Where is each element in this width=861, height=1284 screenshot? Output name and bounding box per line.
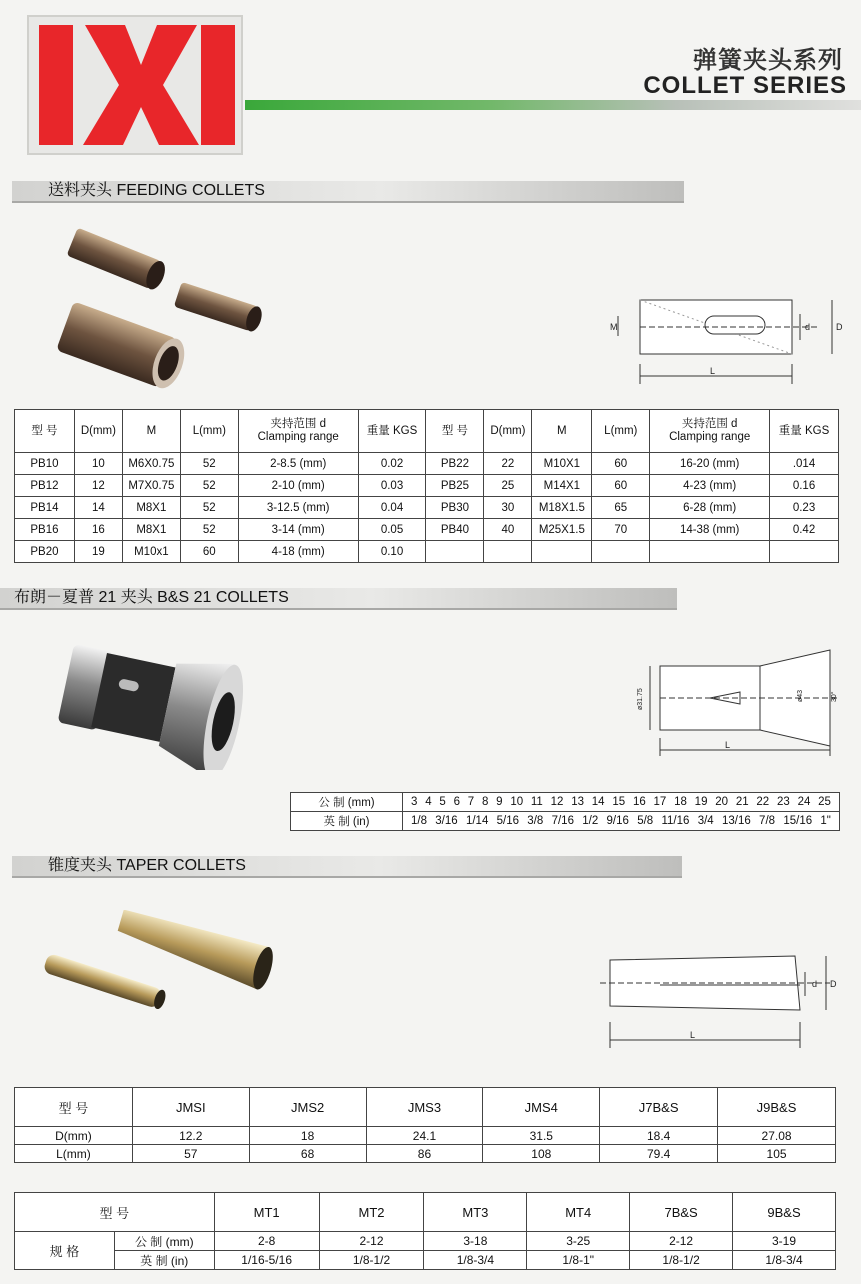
header-cell: 型 号 <box>426 410 484 453</box>
metric-cell: 2-12 <box>319 1232 424 1251</box>
table-cell: PB10 <box>15 453 75 475</box>
inch-label: 英 制 (in) <box>114 1251 214 1270</box>
table-cell: 4-18 (mm) <box>238 541 358 563</box>
table-cell: 52 <box>180 519 238 541</box>
feeding-collets-photo <box>50 220 280 395</box>
diagram-label-right-dia: ø43 <box>797 689 804 702</box>
table-cell: 12.2 <box>132 1127 249 1145</box>
table-cell: 0.02 <box>358 453 426 475</box>
diagram-label-m: M <box>610 322 618 332</box>
table-row <box>15 475 839 497</box>
table-cell: PB16 <box>15 519 75 541</box>
diagram-label-l: L <box>710 366 716 376</box>
table-cell <box>484 541 532 563</box>
inch-values <box>411 815 839 827</box>
inch-value: 5/16 <box>496 815 520 827</box>
header-title-en: COLLET SERIES <box>643 72 847 99</box>
table-header-row <box>15 1193 836 1232</box>
section-taper-title: 锥度夹头 TAPER COLLETS <box>12 856 682 878</box>
table-cell <box>650 541 770 563</box>
header-cell: M <box>122 410 180 453</box>
inch-value: 1/2 <box>582 815 599 827</box>
bs21-collet-diagram <box>630 648 850 758</box>
table-cell: 52 <box>180 475 238 497</box>
metric-cell: 2-8 <box>214 1232 319 1251</box>
metric-value: 8 <box>481 796 489 808</box>
bs21-collet-photo <box>55 640 245 770</box>
metric-label: 公 制 (mm) <box>291 793 403 812</box>
table-row <box>291 793 840 812</box>
metric-value: 24 <box>797 796 811 808</box>
table-row <box>15 453 839 475</box>
table-cell: 79.4 <box>600 1145 718 1163</box>
table-header-row <box>15 1088 836 1127</box>
metric-value: 4 <box>425 796 432 808</box>
metric-value: 6 <box>453 796 460 808</box>
table-cell: M10x1 <box>122 541 180 563</box>
metric-value: 5 <box>439 796 446 808</box>
metric-values-cell <box>403 793 840 812</box>
table-cell <box>426 541 484 563</box>
table-cell: 18.4 <box>600 1127 718 1145</box>
table-cell: M25X1.5 <box>532 519 592 541</box>
inch-value: 7/16 <box>551 815 574 827</box>
metric-value: 7 <box>467 796 475 808</box>
metric-value: 17 <box>653 796 667 808</box>
table-cell: 16-20 (mm) <box>650 453 770 475</box>
table-cell <box>532 541 592 563</box>
table-cell: 0.04 <box>358 497 426 519</box>
table-cell: 0.05 <box>358 519 426 541</box>
table-cell: 60 <box>180 541 238 563</box>
header-cell: D(mm) <box>484 410 532 453</box>
header-cell: L(mm) <box>592 410 650 453</box>
metric-label: 公 制 (mm) <box>114 1232 214 1251</box>
section-bs21-title: 布朗－夏普 21 夹头 B&S 21 COLLETS <box>0 588 677 610</box>
table-cell: 24.1 <box>366 1127 483 1145</box>
inch-value: 13/16 <box>721 815 751 827</box>
metric-value: 13 <box>571 796 584 808</box>
header-cell: JMSI <box>132 1088 249 1127</box>
diagram-label-l: L <box>725 740 731 750</box>
inch-cell: 1/8-1" <box>527 1251 630 1270</box>
spec-label: 规 格 <box>15 1232 115 1270</box>
header-cell: 重量 KGS <box>358 410 426 453</box>
header-cell: L(mm) <box>180 410 238 453</box>
inch-value: 1" <box>820 815 831 827</box>
table-cell: 16 <box>74 519 122 541</box>
diagram-label-big-d: D <box>830 979 837 989</box>
header-cell: JMS4 <box>483 1088 600 1127</box>
header-cell <box>238 410 358 453</box>
table-cell: 31.5 <box>483 1127 600 1145</box>
metric-values <box>411 796 839 808</box>
metric-cell: 3-18 <box>424 1232 527 1251</box>
table-cell: 65 <box>592 497 650 519</box>
table-cell: M10X1 <box>532 453 592 475</box>
metric-cell: 3-25 <box>527 1232 630 1251</box>
table-cell: 0.42 <box>770 519 839 541</box>
inch-cell: 1/8-3/4 <box>424 1251 527 1270</box>
metric-value: 10 <box>510 796 524 808</box>
table-row <box>15 497 839 519</box>
diagram-label-big-d: D <box>836 322 843 332</box>
table-cell: 0.16 <box>770 475 839 497</box>
table-cell: M18X1.5 <box>532 497 592 519</box>
table-row <box>15 519 839 541</box>
model-cell: MT1 <box>214 1193 319 1232</box>
metric-cell: 3-19 <box>733 1232 836 1251</box>
model-cell: MT3 <box>424 1193 527 1232</box>
diagram-label-left-dia: ø31.75 <box>637 688 644 710</box>
inch-value: 9/16 <box>606 815 629 827</box>
table-cell: M8X1 <box>122 519 180 541</box>
table-cell: .014 <box>770 453 839 475</box>
diagram-label-small-d: d <box>812 979 818 989</box>
table-cell: 0.03 <box>358 475 426 497</box>
table-cell: 10 <box>74 453 122 475</box>
inch-cell: 1/8-1/2 <box>319 1251 424 1270</box>
inch-values-cell <box>403 812 840 831</box>
diagram-label-small-d: d <box>805 322 811 332</box>
table-cell: 70 <box>592 519 650 541</box>
table-cell: 4-23 (mm) <box>650 475 770 497</box>
inch-value: 7/8 <box>759 815 776 827</box>
header-cell: JMS2 <box>249 1088 366 1127</box>
model-cell: MT2 <box>319 1193 424 1232</box>
metric-value: 18 <box>674 796 687 808</box>
table-cell: 27.08 <box>718 1127 836 1145</box>
table-cell: 18 <box>249 1127 366 1145</box>
metric-value: 11 <box>530 796 543 808</box>
table-cell: 0.23 <box>770 497 839 519</box>
header-line-en: Clamping range <box>669 431 751 443</box>
inch-label: 英 制 (in) <box>291 812 403 831</box>
table-cell: 105 <box>718 1145 836 1163</box>
feeding-collet-diagram <box>600 292 850 387</box>
table-cell: 6-28 (mm) <box>650 497 770 519</box>
metric-value: 19 <box>694 796 708 808</box>
header-cell: 重量 KGS <box>770 410 839 453</box>
inch-value: 1/14 <box>465 815 489 827</box>
header-cell: J9B&S <box>718 1088 836 1127</box>
table-cell: 60 <box>592 475 650 497</box>
inch-value: 5/8 <box>637 815 654 827</box>
brand-logo <box>27 15 243 155</box>
taper-mt-table <box>14 1192 836 1270</box>
metric-cell: 2-12 <box>630 1232 733 1251</box>
metric-value: 23 <box>776 796 790 808</box>
header-rule <box>245 100 861 110</box>
table-cell: 0.10 <box>358 541 426 563</box>
table-cell: 40 <box>484 519 532 541</box>
inch-value: 3/8 <box>527 815 544 827</box>
table-header-row <box>15 410 839 453</box>
table-row <box>15 541 839 563</box>
bs21-size-table <box>290 792 840 831</box>
header-cell: D(mm) <box>74 410 122 453</box>
header-cell: JMS3 <box>366 1088 483 1127</box>
taper-collets-photo <box>35 910 280 1020</box>
header-title-cn: 弹簧夹头系列 <box>693 47 843 74</box>
table-cell: PB30 <box>426 497 484 519</box>
metric-value: 15 <box>612 796 626 808</box>
table-cell: M8X1 <box>122 497 180 519</box>
model-label: 型 号 <box>15 1193 215 1232</box>
table-row <box>15 1127 836 1145</box>
metric-value: 12 <box>550 796 564 808</box>
header-line-cn: 夹持范围 d <box>681 418 738 430</box>
table-cell: M14X1 <box>532 475 592 497</box>
table-cell: L(mm) <box>15 1145 133 1163</box>
table-cell: PB12 <box>15 475 75 497</box>
table-row <box>15 1251 836 1270</box>
feeding-collets-table <box>14 409 839 563</box>
table-cell: 52 <box>180 497 238 519</box>
table-cell: 3-12.5 (mm) <box>238 497 358 519</box>
metric-value: 22 <box>756 796 770 808</box>
header-cell: M <box>532 410 592 453</box>
table-cell: 57 <box>132 1145 249 1163</box>
header-cell: 型 号 <box>15 410 75 453</box>
metric-value: 14 <box>591 796 605 808</box>
table-cell: PB20 <box>15 541 75 563</box>
table-cell: 19 <box>74 541 122 563</box>
metric-value: 21 <box>735 796 749 808</box>
model-cell: 9B&S <box>733 1193 836 1232</box>
header-line-cn: 夹持范围 d <box>270 418 326 430</box>
header-cell: J7B&S <box>600 1088 718 1127</box>
table-cell: 3-14 (mm) <box>238 519 358 541</box>
table-row <box>15 1145 836 1163</box>
diagram-label-angle: 30° <box>831 691 838 702</box>
table-cell: M6X0.75 <box>122 453 180 475</box>
inch-cell: 1/16-5/16 <box>214 1251 319 1270</box>
table-cell: 52 <box>180 453 238 475</box>
table-cell: PB40 <box>426 519 484 541</box>
table-cell: 22 <box>484 453 532 475</box>
table-cell: 25 <box>484 475 532 497</box>
inch-value: 3/16 <box>435 815 458 827</box>
taper-jms-table <box>14 1087 836 1163</box>
table-cell: 68 <box>249 1145 366 1163</box>
model-cell: 7B&S <box>630 1193 733 1232</box>
metric-value: 25 <box>818 796 831 808</box>
table-row <box>15 1232 836 1251</box>
table-cell: 14 <box>74 497 122 519</box>
table-cell: 86 <box>366 1145 483 1163</box>
metric-value: 16 <box>632 796 646 808</box>
table-cell <box>592 541 650 563</box>
metric-value: 9 <box>496 796 503 808</box>
table-cell: 108 <box>483 1145 600 1163</box>
table-cell: PB25 <box>426 475 484 497</box>
inch-value: 11/16 <box>661 815 690 827</box>
table-cell <box>770 541 839 563</box>
table-row <box>291 812 840 831</box>
diagram-label-l: L <box>690 1030 696 1040</box>
table-cell: 60 <box>592 453 650 475</box>
table-cell: PB22 <box>426 453 484 475</box>
header-line-en: Clamping range <box>257 431 339 443</box>
table-cell: M7X0.75 <box>122 475 180 497</box>
section-feeding-title: 送料夹头 FEEDING COLLETS <box>12 181 684 203</box>
header-cell <box>650 410 770 453</box>
inch-value: 1/8 <box>411 815 427 827</box>
inch-value: 3/4 <box>697 815 714 827</box>
table-cell: PB14 <box>15 497 75 519</box>
taper-collet-diagram <box>600 952 850 1052</box>
table-cell: D(mm) <box>15 1127 133 1145</box>
table-cell: 14-38 (mm) <box>650 519 770 541</box>
metric-value: 20 <box>715 796 729 808</box>
inch-cell: 1/8-1/2 <box>630 1251 733 1270</box>
table-cell: 30 <box>484 497 532 519</box>
metric-value: 3 <box>411 796 418 808</box>
inch-value: 15/16 <box>783 815 813 827</box>
table-cell: 2-10 (mm) <box>238 475 358 497</box>
header-cell: 型 号 <box>15 1088 133 1127</box>
model-cell: MT4 <box>527 1193 630 1232</box>
table-cell: 12 <box>74 475 122 497</box>
table-cell: 2-8.5 (mm) <box>238 453 358 475</box>
inch-cell: 1/8-3/4 <box>733 1251 836 1270</box>
